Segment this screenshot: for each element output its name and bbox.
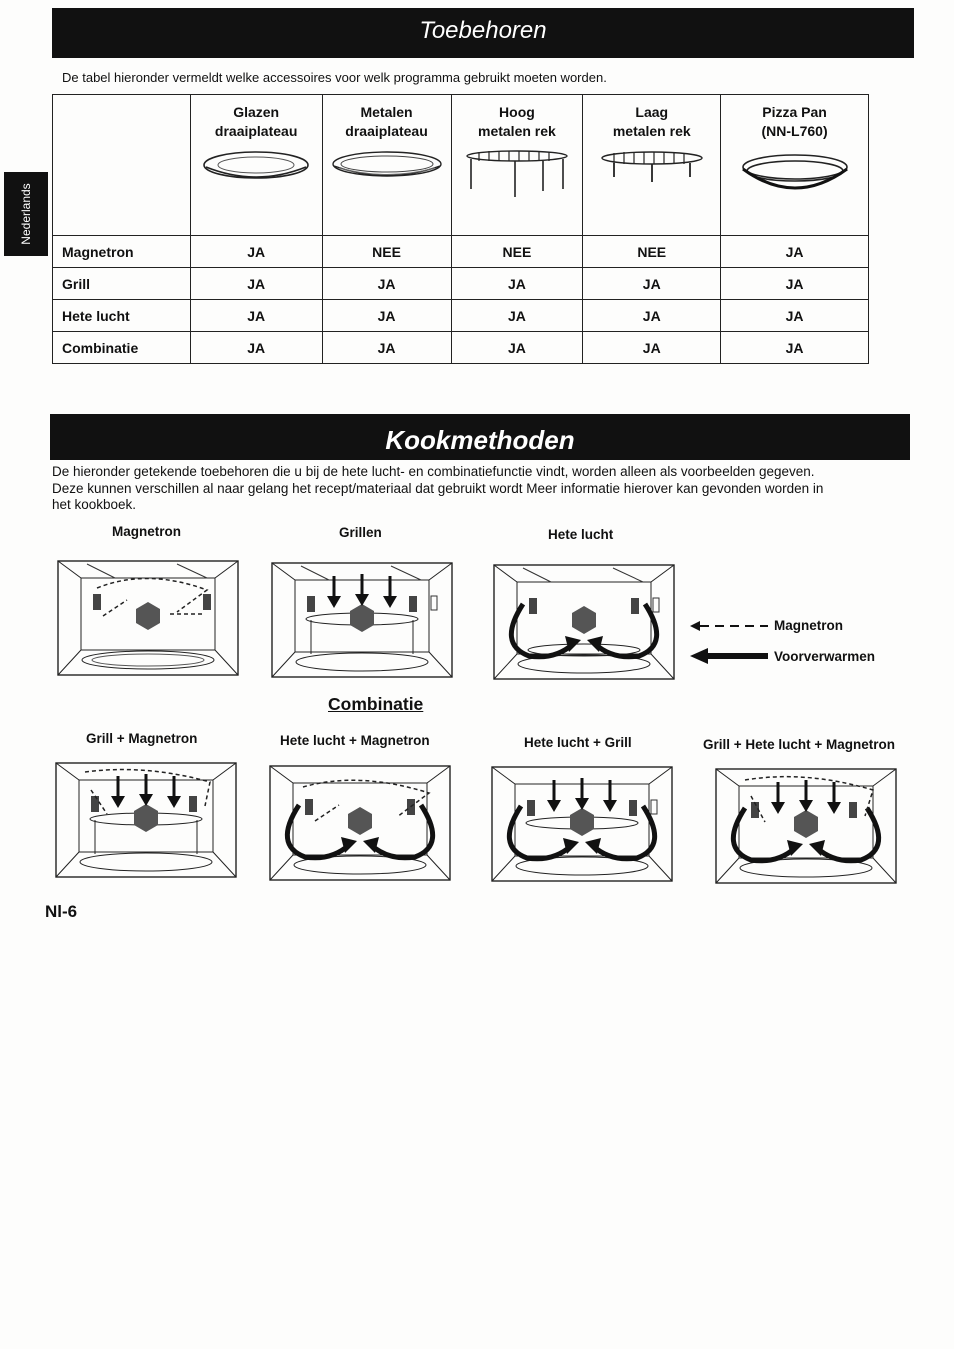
table-row	[53, 268, 869, 300]
grill-diagram	[271, 562, 453, 678]
column-header-line1: Metalen	[360, 104, 413, 120]
column-header-line1: Glazen	[233, 104, 280, 120]
column-header	[451, 95, 583, 236]
convection-diagram	[493, 564, 675, 680]
grill-microwave-diagram	[55, 762, 237, 878]
table-cell: JA	[190, 236, 322, 268]
row-label: Hete lucht	[53, 300, 191, 332]
column-header-line2: draaiplateau	[214, 123, 298, 139]
page-number: Nl-6	[45, 902, 78, 921]
method-label-hete-lucht: Hete lucht	[548, 527, 614, 542]
method-label-grill-magnetron: Grill + Magnetron	[86, 731, 198, 746]
table-cell: JA	[451, 332, 583, 364]
table-cell: JA	[583, 332, 721, 364]
metal-turntable-icon	[331, 149, 443, 183]
accessories-table	[52, 94, 869, 364]
table-cell: JA	[451, 268, 583, 300]
method-label-grill-hete-lucht-magnetron: Grill + Hete lucht + Magnetron	[703, 737, 896, 752]
convection-grill-diagram	[491, 766, 673, 882]
accessories-intro: De tabel hieronder vermeldt welke accessoires voor welk programma gebruikt moeten worden.	[62, 70, 607, 85]
legend-dashed-label: Magnetron	[774, 618, 843, 633]
low-rack-icon	[600, 149, 704, 185]
combination-heading: Combinatie	[328, 694, 424, 714]
pizza-pan-icon	[740, 149, 850, 199]
table-row	[53, 236, 869, 268]
methods-title: Kookmethoden	[50, 414, 910, 460]
table-cell: JA	[451, 300, 583, 332]
methods-description: De hieronder getekende toebehoren die u bij de hete lucht- en combinatiefunctie vindt, worden alleen als voorbeelden gegeven. Deze kunnen verschillen al naar gelang het recept/materiaal dat gebruikt wordt Meer informatie hierover kan gevonden worden in het kookboek.	[52, 464, 824, 512]
table-cell: JA	[583, 300, 721, 332]
grill-convection-microwave-diagram	[715, 768, 897, 884]
row-label: Magnetron	[53, 236, 191, 268]
column-header	[721, 95, 869, 236]
table-cell: JA	[190, 268, 322, 300]
language-tab-label: Nederlands	[19, 183, 33, 245]
convection-microwave-diagram	[269, 765, 451, 881]
dashed-arrow-icon	[690, 620, 768, 632]
column-header-line1: Laag	[635, 104, 669, 120]
table-cell: JA	[583, 268, 721, 300]
table-cell: JA	[721, 300, 869, 332]
table-cell: NEE	[322, 236, 451, 268]
column-header	[190, 95, 322, 236]
table-cell: JA	[721, 332, 869, 364]
table-cell: JA	[190, 300, 322, 332]
legend-solid	[690, 648, 875, 664]
table-corner	[53, 95, 191, 236]
solid-arrow-icon	[690, 648, 768, 664]
table-cell: JA	[322, 300, 451, 332]
language-tab	[4, 172, 48, 256]
table-cell: JA	[322, 332, 451, 364]
table-cell: JA	[322, 268, 451, 300]
column-header-line2: metalen rek	[612, 123, 691, 139]
table-header-row	[53, 95, 869, 236]
column-header-line2: metalen rek	[478, 123, 556, 139]
method-label-grillen: Grillen	[339, 525, 382, 540]
legend-solid-label: Voorverwarmen	[774, 648, 876, 664]
table-cell: NEE	[583, 236, 721, 268]
glass-turntable-icon	[201, 149, 311, 183]
method-label-magnetron: Magnetron	[112, 524, 181, 539]
microwave-diagram	[57, 560, 239, 676]
row-label: Grill	[53, 268, 191, 300]
row-label: Combinatie	[53, 332, 191, 364]
method-label-hete-lucht-magnetron: Hete lucht + Magnetron	[280, 733, 430, 748]
table-cell: NEE	[451, 236, 583, 268]
table-row	[53, 332, 869, 364]
table-cell: JA	[721, 268, 869, 300]
accessories-title: Toebehoren	[52, 8, 914, 58]
column-header	[583, 95, 721, 236]
table-cell: JA	[190, 332, 322, 364]
legend-dashed	[690, 618, 843, 633]
table-cell: JA	[721, 236, 869, 268]
column-header-line2: (NN-L760)	[761, 123, 828, 139]
table-row	[53, 300, 869, 332]
method-label-hete-lucht-grill: Hete lucht + Grill	[524, 735, 632, 750]
column-header-line2: draaiplateau	[345, 123, 428, 139]
column-header-line1: Hoog	[499, 104, 535, 120]
high-rack-icon	[465, 149, 569, 201]
column-header	[322, 95, 451, 236]
column-header-line1: Pizza Pan	[762, 104, 827, 120]
